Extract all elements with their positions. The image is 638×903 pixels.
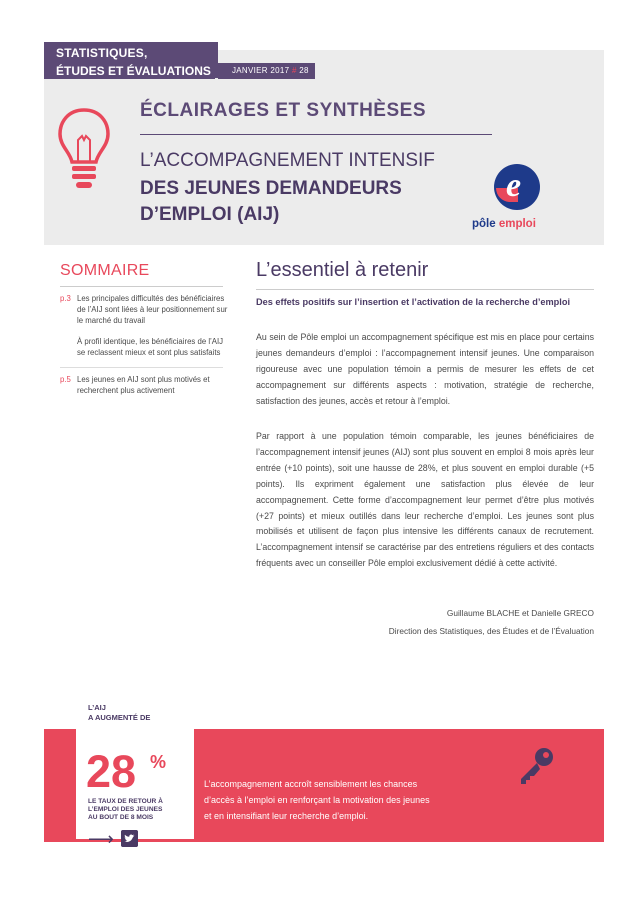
logo-word-1: pôle <box>472 218 496 230</box>
toc-page: p.3 <box>60 294 71 303</box>
toc-text: Les jeunes en AIJ sont plus motivés et recherchent plus activement <box>77 375 210 395</box>
sommaire-divider <box>60 286 223 287</box>
stat-caption-2: L’EMPLOI DES JEUNES <box>88 806 163 813</box>
section-title: ÉCLAIRAGES ET SYNTHÈSES <box>140 100 426 121</box>
authors: Guillaume BLACHE et Danielle GRECO <box>446 608 594 618</box>
lightbulb-icon <box>56 106 112 194</box>
stat-percent: % <box>150 752 167 772</box>
footer-text-3: et en intensifiant leur recherche d’emploi. <box>204 811 369 821</box>
main-title-line2: DES JEUNES DEMANDEURS <box>140 178 402 199</box>
essentiel-subtitle: Des effets positifs sur l’insertion et l’activation de la recherche d’emploi <box>256 297 570 307</box>
stat-caption-1: LE TAUX DE RETOUR À <box>88 798 163 805</box>
twitter-icon[interactable] <box>121 830 138 847</box>
toc-item[interactable] <box>60 374 230 396</box>
issue-hash: # <box>291 66 297 75</box>
series-tag-line2: ÉTUDES ET ÉVALUATIONS <box>44 63 215 79</box>
issue-number: 28 <box>299 66 309 75</box>
series-tag-line1: STATISTIQUES, <box>56 46 148 60</box>
toc-text: À profil identique, les bénéficiaires de l’AIJ se reclassent mieux et sont plus satisfaits <box>77 337 224 357</box>
issue-date: JANVIER 2017 <box>232 66 290 75</box>
stat-tag-1: L’AIJ <box>88 703 106 712</box>
toc-page: p.5 <box>60 375 71 384</box>
footer-text-2: d’accès à l’emploi en renforçant la motivation des jeunes <box>204 795 430 805</box>
stat-tag-2: A AUGMENTÉ DE <box>88 713 151 722</box>
logo-word-2: emploi <box>498 218 536 230</box>
toc-text: Les principales difficultés des bénéficiaires de l’AIJ sont liées à leur positionnement sur le marché du travail <box>77 294 228 325</box>
logo-wordmark <box>472 218 572 230</box>
essentiel-paragraph-1: Au sein de Pôle emploi un accompagnement spécifique est mis en place pour certains jeunes demandeurs d’emploi : l’accompagnement intensif jeunes. Une comparaison rigoureuse avec une population témoin a permis de mesurer les effets de cet accompagnement sur différents aspects : motivation, stratégie de recherche, satisfaction des jeunes, accès et retour à l’emploi. <box>256 332 594 406</box>
toc-divider <box>60 367 223 368</box>
main-title-line1: L’ACCOMPAGNEMENT INTENSIF <box>140 150 435 171</box>
logo-letter: e <box>506 167 522 204</box>
stat-number: 28 <box>86 746 137 797</box>
essentiel-title: L’essentiel à retenir <box>256 259 429 281</box>
footer-text-1: L’accompagnement accroît sensiblement les chances <box>204 779 418 789</box>
essentiel-divider <box>256 289 594 290</box>
direction: Direction des Statistiques, des Études et de l’Évaluation <box>388 626 594 636</box>
main-title-line3: D’EMPLOI (AIJ) <box>140 204 280 225</box>
issue-label <box>218 63 315 79</box>
pole-emploi-logo <box>472 164 594 244</box>
essentiel-paragraph-2: Par rapport à une population témoin comparable, les jeunes bénéficiaires de l’accompagnement intensif jeunes (AIJ) sont plus souvent en emploi 8 mois après leur entrée (+10 points), soit une hausse de 28%, et plus souvent en emploi durable (+5 points). Ils expriment également une satisfaction plus élevée de leur accompagnement. Cette forme d’accompagnement leur permet d’être plus motivés (+27 points) et mieux outillés dans leur recherche d’emploi. Les jeunes sont plus mobilisés et utilisent de façon plus intensive les différents canaux de recrutement. L’accompagnement intensif se caractérise par des entretiens réguliers et des contacts fréquents avec un conseiller Pôle emploi exclusivement dédié à cette activité. <box>256 431 594 569</box>
arrow-icon[interactable]: ⟶ <box>88 829 114 850</box>
title-divider <box>140 134 492 135</box>
key-icon <box>515 745 557 787</box>
toc-item[interactable] <box>60 293 230 326</box>
stat-caption-3: AU BOUT DE 8 MOIS <box>88 814 154 821</box>
toc-item[interactable] <box>60 336 230 358</box>
sommaire-title: SOMMAIRE <box>60 262 150 279</box>
